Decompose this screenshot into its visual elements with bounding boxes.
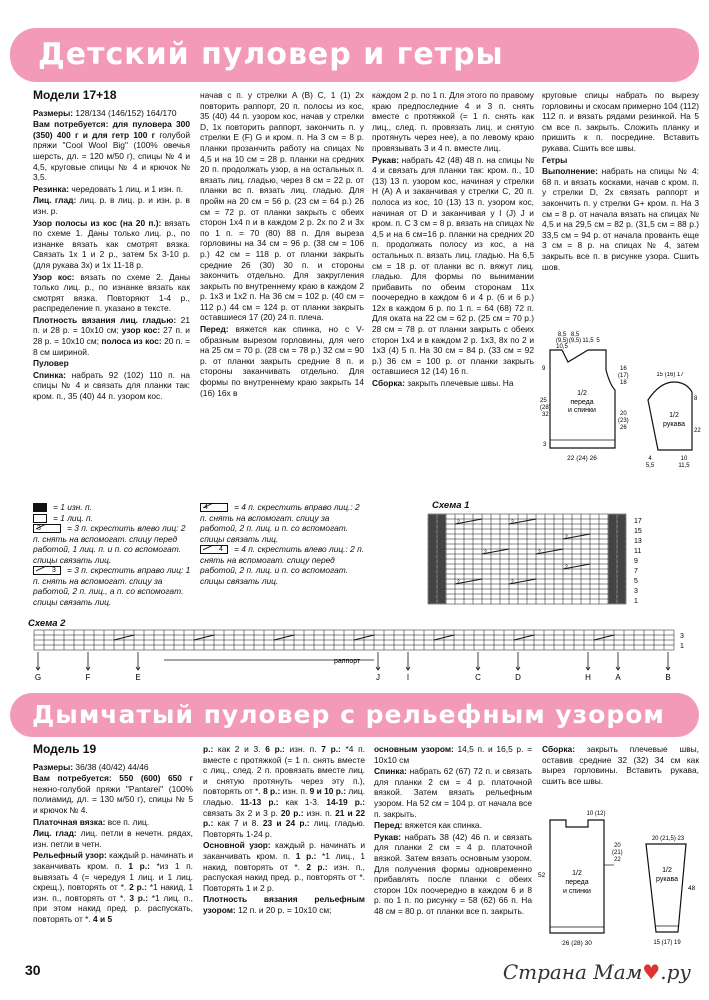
legend-right: [200, 502, 365, 586]
svg-text:2: 2: [511, 579, 514, 586]
article1-col1: [33, 90, 190, 510]
schema1-grid: [428, 514, 626, 604]
text-paragraph: Вам потребуется: для пуловера 300 (350) 400 г и для гетр 100 г голубой пряжи "Cool Wool Big" (100% овечья шерсть, дл. = 120 м/50 г), спицы № 4 и 4,5, круговые спицы № 4 и крючок № 3,5.: [33, 119, 190, 183]
dim-label: 15 (17) 19: [653, 940, 681, 946]
dim-label: 32: [542, 412, 549, 418]
dim-label: 15 (16) 17: [656, 372, 684, 378]
schema1-row-label: 3: [634, 588, 638, 595]
text-paragraph: Рельефный узор: каждый р. начинать и заканчивать кром. п. 1 р.: *из 1 п. вывязать 4 (= чередуя 1 лиц. и 1 лиц. скрещ.), повторять от *. 2 р.: *1 накид, 1 изн. п., повторять от *. 3 р.: *1 лиц. п., при этом накид пред. р. распускать, повторять от *. 4 и 5: [33, 850, 193, 924]
article1-col4-body: [542, 90, 699, 272]
text-paragraph: Размеры: 36/38 (40/42) 44/46: [33, 761, 149, 772]
schema2-arrow-label: C: [475, 673, 481, 682]
sleeve-label-2: рукава: [663, 421, 685, 428]
text-paragraph: р.: как 2 и 3. 6 р.: изн. п. 7 р.: *4 п. вместе с протяжкой (= 1 п. снять вместе с лиц., след. 2 п. провязать вместе лиц. и снятую протянуть через эту п.), повторять от *. 8 р.: изн. п. 9 и 10 р.: лиц. гладью. 11-13 р.: как 1-3. 14-19 р.: связать 3х 2 и 3 р. 20 р.: изн. п. 21 и 22 р.: как 7 и 8. 23 и 24 р.: лиц. гладью. Повторять 1-24 р.: [203, 744, 365, 839]
dim-label: (23): [618, 418, 629, 424]
article2-col1-body: [33, 762, 193, 925]
schema2-arrow-label: H: [585, 673, 591, 682]
text-paragraph: Спинка: набрать 62 (67) 72 п. и связать для планки 2 см = 4 р. платочной вязкой. Затем вязать рельефным узором. На 52 см = 104 р. от начала все п. закрыть.: [374, 766, 532, 819]
article2-front-pattern: [538, 805, 638, 953]
dim-label: 25: [540, 398, 547, 404]
schema2-arrow-label: J: [376, 673, 380, 682]
text-paragraph: Спинка: набрать 92 (102) 110 п. на спицы № 4 и связать для планки так: кром. п., 35 (40) 44 п. узором кос.: [33, 369, 190, 402]
dim-label: 18: [620, 380, 627, 386]
article2-col1: [33, 744, 193, 959]
front2-label-3: и спинки: [563, 888, 591, 895]
dim-label: (9,5): [568, 338, 582, 344]
dim-label: 10 (12): [586, 811, 606, 817]
text-paragraph: Размеры: 128/134 (146/152) 164/170: [33, 107, 177, 118]
schema2-grid: [34, 630, 674, 650]
schema1-row-label: 11: [634, 548, 642, 555]
cross-right-3-symbol: 3: [33, 566, 61, 575]
dim-label: 16: [620, 366, 627, 372]
schema2-arrow-label: G: [34, 673, 42, 682]
text-paragraph: начав с п. у стрелки A (B) C, 1 (1) 2х повторить раппорт, 20 п. полосы из кос, 35 (40) 44 п. узором кос, начав у стрелки D, 1х повторить раппорт, закончить п. у стрелки E (F) G и кром. п. На 3 см = 8 р. планки прозанчить работу на спицах № 4,5 и на 10 см = 28 р. планки на средних 20 п. продолжать узор, а на остальных п. вязать лиц. гладью, через 8 см = 22 р. от планки вс п. вязать лиц. гладью. Для пройм на 20 см = 56 р. (23 см = 64 р.) 26 см = 72 р. от планки закрыть с обеих сторон 1x4 п и в каждом 2 р. 2х по 2 и 3х по 1 п. = 70 (80) 88 п. Для выреза горловины на 34 см = 96 р. (38 см = 106 р.) 42 см = 118 р. от планки закрыть средние 26 (30) 30 п. и стороны закончить отдельно. Для закругления закрыть по внутреннему краю в каждом 2 р. 1х3 и 1х2 п. На 36 см = 102 р. (40 см = 112 р.) 44 см = 124 р. от планки закрыть оставшиеся 17 (20) 24 п. плеча.: [200, 90, 364, 323]
dim-label: (9,5): [555, 338, 569, 344]
text-paragraph: Перед: вяжется как спинка.: [374, 820, 482, 831]
sleeve2-label-2: рукава: [656, 876, 678, 883]
article1-col4: [542, 90, 699, 322]
text-paragraph: круговые спицы набрать по вырезу горловины и скосам примерно 104 (112) 112 п. и вязать рядами резинкой. На 5 см все п. закрыть. Сложить планку и пришить к п. посредине. Вставить рукава. Сшить все швы.: [542, 90, 699, 153]
schema1-row-label: 9: [634, 558, 638, 565]
schema2-arrow-label: D: [515, 673, 521, 682]
schema2-row-label: 3: [680, 633, 684, 640]
front-label-1: 1/2: [577, 390, 587, 397]
purl-symbol: [33, 503, 47, 512]
text-paragraph: Перед: вяжется как спинка, но с V-образным вырезом горловины, для чего на 25 см = 70 р. (28 см = 78 р.) 32 см = 90 р. от планки закрыть средние 8 п. и стороны заканчивать отдельно. Для формы по внутреннему краю закрыть 14 (16) 16х в: [200, 324, 364, 398]
text-paragraph: каждом 2 р. по 1 п. Для этого по правому краю предпоследние 4 и 3 п. снять вместе с протяжкой (= 1 п. снять как лиц., след. п. провязать лиц. и снятую протянуть через нее), а по левому краю провязывать 3 и 4 п. вместе лиц.: [372, 90, 534, 153]
text-paragraph: Лиц. глад: лиц. петли в нечетн. рядах, изн. петли в четн.: [33, 828, 193, 849]
svg-text:2: 2: [565, 564, 568, 571]
svg-text:2: 2: [457, 519, 460, 526]
dim-label: 52: [538, 872, 546, 879]
dim-label: 20 (21,5) 23: [651, 836, 685, 842]
schema1-title: Схема 1: [432, 500, 470, 511]
article1-sleeve-pattern: [640, 372, 704, 472]
text-paragraph: Плотность вязания рельефным узором: 12 п. и 20 р. = 10x10 см;: [203, 894, 365, 915]
dim-label: 20: [620, 411, 627, 417]
schema2-chart: [28, 628, 688, 688]
schema1-row-label: 5: [634, 578, 638, 585]
schema1-row-label: 13: [634, 538, 642, 545]
text-paragraph: основным узором: 14,5 п. и 16,5 р. = 10x10 см: [374, 744, 532, 765]
cross-right-4-symbol: 4: [200, 503, 228, 512]
article1-front-pattern: [540, 330, 640, 465]
front2-label-2: переда: [565, 879, 589, 886]
legend-item: = 1 лиц. п.: [33, 513, 193, 524]
front2-label-1: 1/2: [572, 870, 582, 877]
cross-left-4-symbol: 4: [200, 545, 228, 554]
text-paragraph: Вам потребуется: 550 (600) 650 г нежно-голубой пряжи "Pantarei" (100% полиамид, дл. = 130 м/50 г), спицы № 5 и крючок № 4.: [33, 773, 193, 815]
text-paragraph: Сборка: закрыть плечевые швы, оставив средние 32 (32) 34 см как вырез горловины. Вставить рукава, сшить все швы.: [542, 744, 699, 786]
dim-label: 26: [620, 425, 627, 431]
article2-col3: [374, 744, 532, 959]
text-paragraph: Пуловер: [33, 358, 69, 369]
dim-label: 3: [543, 442, 547, 448]
dim-label: (17): [618, 373, 629, 379]
dim-label: 22: [694, 428, 701, 434]
dim-label: 22 (24) 26: [567, 455, 597, 462]
text-paragraph: Узор кос: вязать по схеме 2. Даны только лиц. р., по изнанке вязать как смотрят вязка. Повторяют 1-4 р., распределение п. указано в тексте.: [33, 271, 190, 314]
svg-text:2: 2: [565, 534, 568, 541]
article1-heading: Модели 17+18: [33, 90, 117, 102]
article2-heading: Модель 19: [33, 744, 97, 756]
legend-item: 3 = 3 п. скрестить влево лиц: 2 п. снять на вспомогат. спицу перед работой, 1 лиц. п. и п. со вспомогат. спицы связать лиц.: [33, 523, 186, 565]
text-paragraph: Основной узор: каждый р. начинать и заканчивать кром. п. 1 р.: *1 лиц., 1 накид, повторять от *. 2 р.: изн. п., распуская накид пред. р., повторять от *. Повторять 1 и 2 р.: [203, 840, 365, 893]
legend-item: 4 = 4 п. скрестить вправо лиц.: 2 п. снять на вспомогат. спицу за работой, 2 п. лиц. и п. со вспомогат. спицы связать лиц.: [200, 502, 360, 544]
text-paragraph: Платочная вязка: все п. лиц.: [33, 816, 150, 827]
sleeve2-label-1: 1/2: [662, 867, 672, 874]
dim-label: 8,5: [570, 332, 580, 338]
schema1-row-label: 7: [634, 568, 638, 575]
schema2-arrow-label: B: [665, 673, 671, 682]
schema1-row-label: 17: [634, 518, 642, 525]
article2-col2-body: [203, 744, 365, 916]
article1-col3-body: [372, 90, 534, 389]
dim-label: (21): [612, 850, 623, 856]
dim-label: 5: [596, 338, 600, 344]
text-paragraph: Выполнение: набрать на спицы № 4: 68 п. и вязать косками, начав с кром. п. у стрелки D, 2х связать раппорт и закончить п. у стрелки G+ кром. п. На 3 см = 8 р. от начала вязать на спицах № 4,5 и на 29,5 см = 82 р. (31,5 см = 88 р.) 33,5 см = 94 р. от начала прованть еще 3 см = 8 р. на спицах № 4, затем закрыть все п. в рисунке узора. Сшить шов.: [542, 166, 699, 272]
article1-title: Детский пуловер и гетры: [38, 36, 504, 72]
svg-text:2: 2: [484, 549, 487, 556]
svg-text:2: 2: [511, 519, 514, 526]
knit-symbol: [33, 514, 47, 523]
dim-label: 5,5: [645, 463, 655, 469]
schema1-chart: [424, 512, 664, 612]
text-paragraph: Лиц. глад: лиц. р. в лиц. р. и изн. р. в изн. р.: [33, 195, 190, 216]
article1-col1-body: [33, 108, 190, 402]
schema1-row-label: 15: [634, 528, 642, 535]
schema2-arrow-label: I: [406, 673, 410, 682]
dim-label: 11,5: [582, 338, 594, 344]
site-watermark: Страна Мам♥.ру: [502, 960, 691, 984]
legend-item: = 1 изн. п.: [33, 502, 193, 513]
article2-col4-body: [542, 744, 699, 786]
schema2-row-label: 1: [680, 643, 684, 650]
dim-label: 4: [648, 456, 652, 462]
article2-sleeve-pattern: [642, 832, 704, 952]
heart-icon: ♥: [642, 960, 661, 984]
text-paragraph: Сборка: закрыть плечевые швы. На: [372, 378, 514, 389]
front-label-2: переда: [570, 399, 594, 406]
front-label-3: и спинки: [568, 407, 596, 414]
dim-label: 9: [542, 366, 546, 372]
legend-item: 4 = 4 п. скрестить влево лиц.: 2 п. снять на вспомогат. спицу перед работой, 2 п. лиц. и п. со вспомогат. спицы связать лиц.: [200, 544, 365, 586]
schema1-row-label: 1: [634, 598, 638, 605]
page-number: 30: [25, 962, 41, 978]
schema2-arrow-label: F: [85, 673, 91, 682]
schema2-arrow-label: E: [135, 673, 141, 682]
article1-col2: [200, 90, 364, 495]
dim-label: 10: [680, 456, 688, 462]
dim-label: 10,5: [556, 344, 568, 350]
svg-text:2: 2: [457, 579, 460, 586]
dim-label: 11,5: [678, 463, 690, 469]
dim-label: 8,5: [557, 332, 567, 338]
article2-title-banner: [10, 693, 699, 737]
article1-col2-body: [200, 90, 364, 398]
article2-title: Дымчатый пуловер с рельефным узором: [32, 699, 665, 729]
cross-left-3-symbol: 3: [33, 524, 61, 533]
article2-col3-body: [374, 744, 532, 917]
legend-item: 3 = 3 п. скрестить вправо лиц: 1 п. снять на вспомогат. спицу за работой, 2 п. лиц., а п. со вспомогат. спицы связать лиц.: [33, 565, 191, 607]
dim-label: (28): [540, 405, 551, 411]
text-paragraph: Узор полосы из кос (на 20 п.): вязать по схеме 1. Даны только лиц. р., по изнанке вязать как смотрят вязка. Связать 1х 1 и 2 р., затем 5х 3-10 р. (для рукава 3х) и 1х 11-18 р.: [33, 217, 190, 270]
article1-title-banner: [10, 28, 699, 82]
schema2-arrow-label: A: [615, 673, 621, 682]
schema2-title: Схема 2: [28, 618, 66, 629]
dim-label: 22: [614, 857, 621, 863]
legend-left: [33, 502, 193, 607]
svg-text:2: 2: [538, 549, 541, 556]
article2-col4: [542, 744, 699, 804]
dim-label: 8: [694, 396, 698, 402]
text-paragraph: Плотность вязания лиц. гладью: 21 п. и 28 р. = 10x10 см; узор кос: 27 п. и 28 р. = 10x10 см; полоса из кос: 20 п. = 8 см шириной.: [33, 314, 190, 357]
text-paragraph: Рукав: набрать 38 (42) 46 п. и связать для планки 2 см = 4 р. платочной вязкой. Затем вязать основным узором. Для получения формы одновременно прибавлять после планки с обеих сторон 10х поочередно в каждом 6 и 8 р. по 1 п. по рисунку = 58 (62) 66 п. На 48 см = 80 р. от планки все п. закрыть.: [374, 831, 532, 916]
dim-label: 48: [688, 885, 696, 892]
sleeve-label-1: 1/2: [669, 412, 679, 419]
dim-label: 26 (28) 30: [562, 940, 592, 947]
schema2-rapport-label: раппорт: [334, 658, 361, 665]
article2-col2: [203, 744, 365, 959]
text-paragraph: Резинка: чередовать 1 лиц. и 1 изн. п.: [33, 183, 184, 194]
dim-label: 20: [614, 843, 621, 849]
text-paragraph: Гетры: [542, 154, 568, 165]
article1-col3: [372, 90, 534, 502]
text-paragraph: Рукав: набрать 42 (48) 48 п. на спицы № 4 и связать для планки так: кром. п., 10 (13) 13 п. узором кос, начиная у стрелки H (A) A и заканчивая у стрелки C, 20 п. полоса из кос, 10 (13) 13 п. узором кос, начиная от D и заканчивая у I (J) J и кром. п. С 3 см = 8 р. вязать на спицах № 4,5 и на 6 см=16 р. планки на средних 20 п. продолжать полосу из кос, а на остальных п. вязать лиц. гладью. На 6,5 см = 18 р. от планки вс п. вяжут лиц. гладью. Для формы по вынимании прибавить по обеим сторонам 11x поочередно в каждом 6 и 4 р. (6 и 6 р.) 12x в каждом 6 р. по 1 п. = 64 (68) 72 п. Для оката на 22 см = 62 р. (25 см = 70 р.) 28 см = 78 р. от планки закрыть с обеих сторон 1x4 и в каждом 2 р. 1х3, 8х по 2 и 1х3 (4) 5 п. На 30 см = 84 р. (33 см = 92 р.) 36 см = 100 р. от планки закрыть оставшиеся 12 (14) 16 п.: [372, 154, 534, 377]
